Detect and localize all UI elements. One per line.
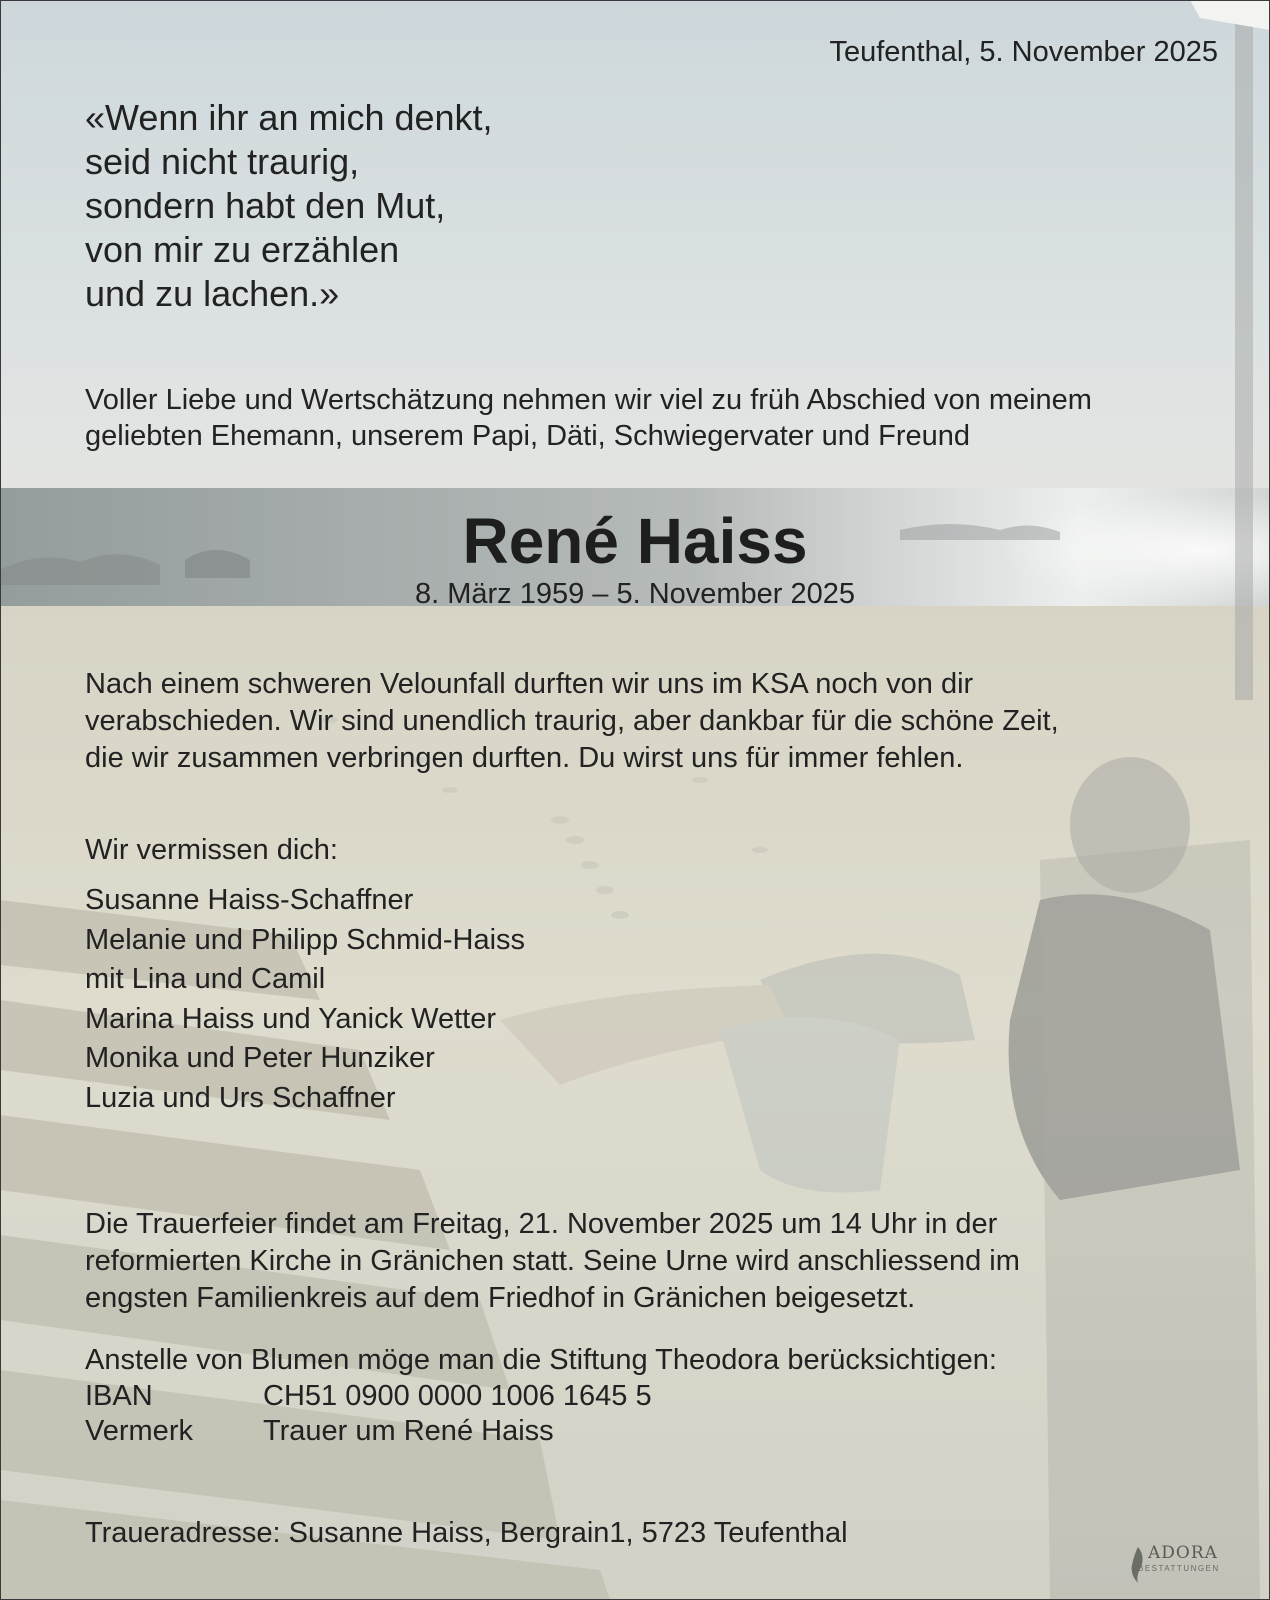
mourner-name: Susanne Haiss-Schaffner [85,884,414,916]
memorial-quote [85,96,493,316]
note-row [85,1414,997,1450]
message-line: Nach einem schweren Velounfall durften wir uns im KSA noch von dir [85,668,974,700]
iban-value: CH51 0900 0000 1006 1645 5 [263,1379,652,1412]
mourners-list [85,881,525,1118]
note-label: Vermerk [85,1415,193,1447]
intro-line: geliebten Ehemann, unserem Papi, Däti, Schwiegervater und Freund [85,420,971,452]
logo-subtitle: BESTATTUNGEN [1138,1564,1220,1573]
mourner-name: Marina Haiss und Yanick Wetter [85,1002,497,1035]
intro-text [85,382,1205,454]
message-line: die wir zusammen verbringen durften. Du wirst uns für immer fehlen. [85,742,964,774]
donation-text: Anstelle von Blumen möge man die Stiftung Theodora berücksichtigen: [85,1344,997,1376]
mourner-name: Melanie und Philipp Schmid-Haiss [85,923,526,956]
life-dates: 8. März 1959 – 5. November 2025 [414,578,856,610]
quote-line: seid nicht traurig, [85,141,360,182]
ceremony-line: Die Trauerfeier findet am Freitag, 21. November 2025 um 14 Uhr in der [85,1208,998,1240]
farewell-message [85,666,1205,777]
message-line: verabschieden. Wir sind unendlich traurig, aber dankbar für die schöne Zeit, [85,705,1059,737]
quote-line: von mir zu erzählen [85,229,400,270]
quote-line: und zu lachen.» [85,273,340,314]
mourning-address: Traueradresse: Susanne Haiss, Bergrain1, 5723 Teufenthal [85,1517,848,1549]
ceremony-line: engsten Familienkreis auf dem Friedhof in Gränichen beigesetzt. [85,1282,916,1314]
ceremony-info [85,1206,1205,1317]
funeral-home-logo [1128,1543,1258,1593]
intro-line: Voller Liebe und Wertschätzung nehmen wir viel zu früh Abschied von meinem [85,384,1092,416]
deceased-name: René Haiss [462,505,808,577]
mourner-name: Luzia und Urs Schaffner [85,1081,396,1114]
iban-row [85,1379,997,1415]
mourner-name: Monika und Peter Hunziker [85,1042,435,1074]
place-date: Teufenthal, 5. November 2025 [829,36,1218,68]
logo-name: ADORA [1148,1543,1218,1563]
quote-line: sondern habt den Mut, [85,185,446,226]
mourner-name: mit Lina und Camil [85,963,326,995]
quote-line: «Wenn ihr an mich denkt, [85,97,493,138]
iban-label: IBAN [85,1379,153,1412]
mourners-heading: Wir vermissen dich: [85,834,338,866]
ceremony-line: reformierten Kirche in Gränichen statt. Seine Urne wird anschliessend im [85,1245,1020,1277]
donation-info [85,1343,997,1450]
note-value: Trauer um René Haiss [263,1415,554,1447]
